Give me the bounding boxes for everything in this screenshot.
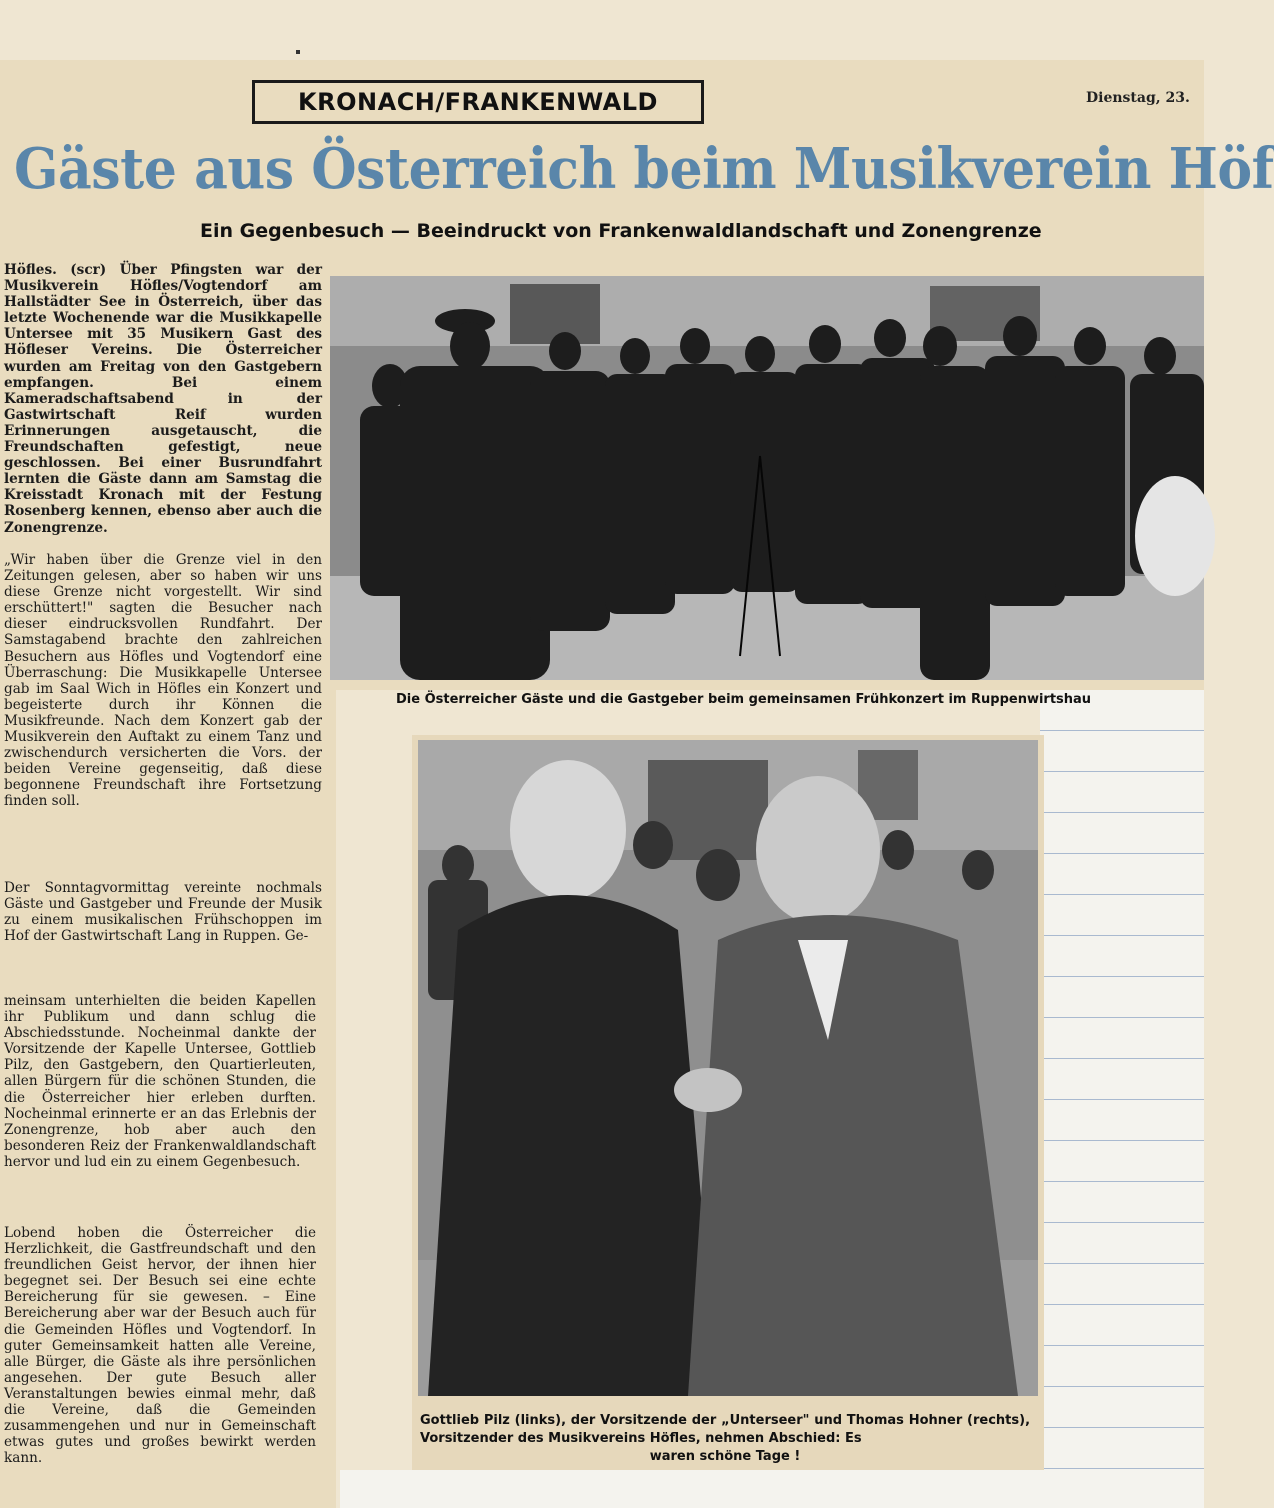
paragraph-text: meinsam unterhielten die beiden Kapellen ihr Publikum und dann schlug die Abschiedsstunde. Nocheinmal dankte der Vorsitzende der Kapelle Untersee, Gottlieb Pilz, den Gastgebern, den Quartierleuten, allen Bürgern für die schönen Stunden, die die Österreicher hier erleben durften. Nocheinmal erinnerte er an das Erlebnis der Zonengrenze, hob aber auch den besonderen Reiz der Frankenwaldlandschaft hervor und lud ein zu einem Gegenbesuch.: [4, 993, 316, 1170]
headline: Gäste aus Österreich beim Musikverein Höf: [14, 136, 1274, 202]
farewell-photo: [418, 740, 1038, 1396]
concert-photo-graphic: [330, 276, 1204, 680]
notebook-paper-lower: [340, 1470, 1204, 1508]
concert-photo-caption: Die Österreicher Gäste und die Gastgeber beim gemeinsamen Frühkonzert im Ruppenwirtshau: [396, 692, 1092, 707]
caption-line: (rechts), Vorsitzender des Musikvereins Höfles, nehmen Abschied: Es: [420, 1413, 1031, 1446]
article-paragraph: [4, 552, 322, 810]
article-paragraph: [4, 262, 322, 536]
caption-line: waren schöne Tage !: [649, 1449, 801, 1464]
subheadline: Ein Gegenbesuch — Beeindruckt von Frankenwaldlandschaft und Zonengrenze: [200, 220, 1042, 242]
paragraph-text: Höfles. (scr) Über Pfingsten war der Musikverein Höfles/Vogtendorf am Hallstädter See in Österreich, über das letzte Wochenende war die Musikkapelle Untersee mit 35 Musikern Gast des Höfleser Vereins. Die Österreicher wurden am Freitag von den Gastgebern empfangen. Bei einem Kameradschaftsabend in der Gastwirtschaft Reif wurden Erinnerungen ausgetauscht, die Freundschaften gefestigt, neue geschlossen. Bei einer Busrundfahrt lernten die Gäste dann am Samstag die Kreisstadt Kronach mit der Festung Rosenberg kennen, ebenso aber auch die Zonengrenze.: [4, 262, 322, 536]
paragraph-text: Lobend hoben die Österreicher die Herzlichkeit, die Gastfreundschaft und den freundlichen Geist hervor, der ihnen hier begegnet sei. Der Besuch sei eine echte Bereicherung für sie gewesen. – Eine Bereicherung aber war der Besuch auch für die Gemeinden Höfles und Vogtendorf. In guter Gemeinsamkeit hatten alle Vereine, alle Bürger, die Gäste als ihre persönlichen angesehen. Der gute Besuch aller Veranstaltungen bewies einmal mehr, daß die Vereine, daß die Gemeinden zusammengehen und nur in Gemeinschaft etwas gutes und großes bewirkt werden kann.: [4, 1225, 316, 1467]
farewell-photo-graphic: [418, 740, 1038, 1396]
article-paragraph: [4, 993, 316, 1170]
paragraph-text: Der Sonntagvormittag vereinte nochmals Gäste und Gastgeber und Freunde der Musik zu einem musikalischen Frühschoppen im Hof der Gastwirtschaft Lang in Ruppen. Ge-: [4, 880, 322, 945]
article-paragraph: [4, 880, 322, 944]
concert-photo: [330, 276, 1204, 680]
farewell-photo-caption: [420, 1412, 1030, 1466]
article-paragraph: [4, 1225, 316, 1466]
caption-line: Gottlieb Pilz (links), der Vorsitzende der „Unterseer" und Thomas Hohner: [420, 1413, 963, 1428]
dateline: Dienstag, 23.: [1086, 90, 1190, 106]
notebook-paper: [1040, 690, 1204, 1508]
section-label: KRONACH/FRANKENWALD: [252, 80, 704, 124]
margin-mark: [296, 50, 300, 54]
paragraph-text: „Wir haben über die Grenze viel in den Zeitungen gelesen, aber so haben wir uns diese Grenze nicht vorgestellt. Wir sind erschüttert!" sagten die Besucher nach dieser eindrucksvollen Rundfahrt. Der Samstagabend brachte den zahlreichen Besuchern aus Höfles und Vogtendorf eine Überraschung: Die Musikkapelle Untersee gab im Saal Wich in Höfles ein Konzert und begeisterte durch ihr Können die Musikfreunde. Nach dem Konzert gab der Musikverein den Auftakt zu einem Tanz und zwischendurch versicherten die Vors. der beiden Vereine gegenseitig, daß diese begonnene Freundschaft ihre Fortsetzung finden soll.: [4, 552, 322, 810]
